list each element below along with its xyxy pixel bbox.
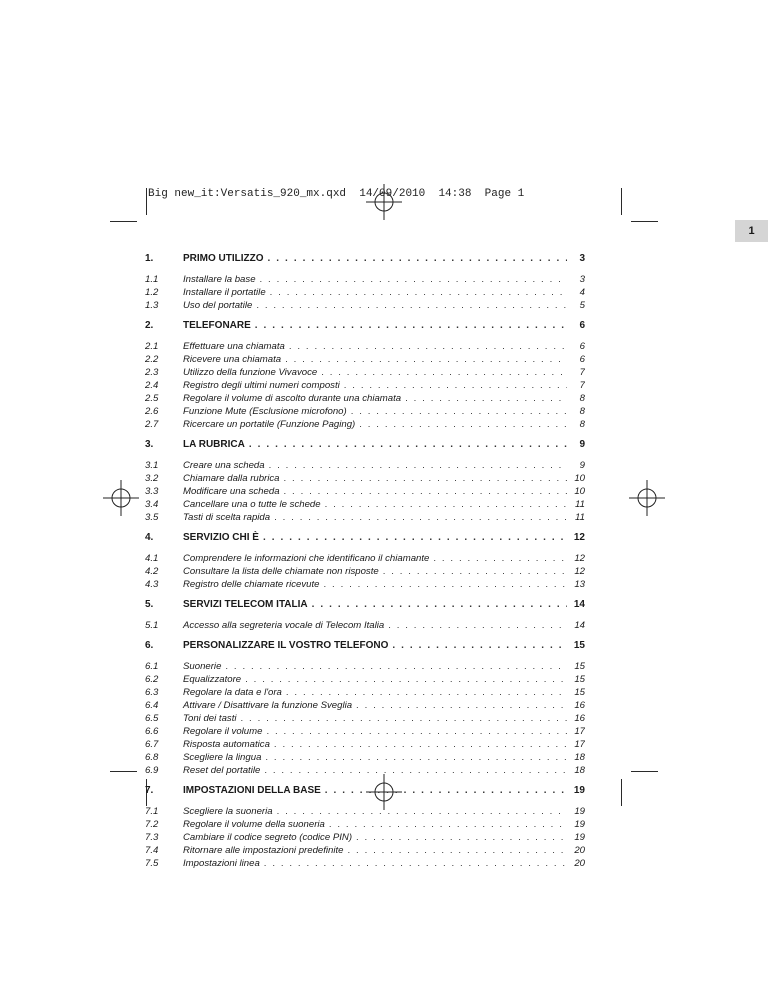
dot-leader: [289, 340, 567, 353]
item-page: 13: [574, 579, 585, 590]
toc-item[interactable]: [145, 286, 585, 299]
item-title: Consultare la lista delle chiamate non risposte: [183, 566, 379, 577]
dot-leader: [344, 379, 567, 392]
section-page: 19: [573, 785, 585, 796]
toc-item[interactable]: [145, 738, 585, 751]
toc-item[interactable]: [145, 273, 585, 286]
dot-leader: [241, 712, 567, 725]
section-title: PRIMO UTILIZZO: [183, 253, 264, 264]
dot-leader: [405, 392, 567, 405]
item-page: 20: [574, 858, 585, 869]
item-number: 6.9: [145, 765, 159, 776]
item-page: 12: [574, 566, 585, 577]
item-number: 1.3: [145, 300, 159, 311]
item-number: 2.5: [145, 393, 159, 404]
item-title: Chiamare dalla rubrica: [183, 473, 280, 484]
dot-leader: [265, 751, 567, 764]
dot-leader: [433, 552, 567, 565]
section-number: 1.: [145, 253, 154, 264]
dot-leader: [274, 511, 567, 524]
dot-leader: [356, 831, 567, 844]
section-page: 14: [573, 599, 585, 610]
dot-leader: [255, 319, 567, 333]
item-page: 10: [574, 486, 585, 497]
crop-mark-top-left-horizontal: [110, 221, 137, 222]
item-title: Regolare il volume della suoneria: [183, 819, 325, 830]
dot-leader: [285, 353, 567, 366]
item-page: 8: [579, 419, 585, 430]
dot-leader: [263, 531, 567, 545]
item-title: Tasti di scelta rapida: [183, 512, 271, 523]
crop-mark-top-right-horizontal: [631, 221, 658, 222]
item-number: 6.7: [145, 739, 159, 750]
item-number: 2.7: [145, 419, 159, 430]
item-number: 3.3: [145, 486, 159, 497]
item-title: Creare una scheda: [183, 460, 265, 471]
registration-mark-right: [627, 478, 667, 518]
item-title: Registro degli ultimi numeri composti: [183, 380, 340, 391]
item-number: 7.1: [145, 806, 159, 817]
dot-leader: [264, 764, 567, 777]
toc-section: [145, 319, 585, 431]
toc-item[interactable]: [145, 578, 585, 591]
toc-item[interactable]: [145, 340, 585, 353]
dot-leader: [321, 366, 567, 379]
item-title: Regolare il volume: [183, 726, 263, 737]
toc-item[interactable]: [145, 379, 585, 392]
item-page: 16: [574, 713, 585, 724]
item-title: Suonerie: [183, 661, 222, 672]
dot-leader: [260, 273, 567, 286]
dot-leader: [256, 299, 567, 312]
item-page: 17: [574, 726, 585, 737]
crop-mark-bottom-right-horizontal: [631, 771, 658, 772]
dot-leader: [348, 844, 567, 857]
section-number: 2.: [145, 320, 154, 331]
dot-leader: [269, 459, 567, 472]
item-page: 19: [574, 806, 585, 817]
item-title: Funzione Mute (Esclusione microfono): [183, 406, 347, 417]
item-title: Toni dei tasti: [183, 713, 237, 724]
toc-item[interactable]: [145, 712, 585, 725]
dot-leader: [274, 738, 567, 751]
toc-item[interactable]: [145, 392, 585, 405]
item-number: 3.4: [145, 499, 159, 510]
item-page: 14: [574, 620, 585, 631]
dot-leader: [270, 286, 567, 299]
item-page: 10: [574, 473, 585, 484]
item-page: 19: [574, 819, 585, 830]
toc-item[interactable]: [145, 857, 585, 870]
toc-section: [145, 784, 585, 870]
dot-leader: [245, 673, 567, 686]
item-title: Comprendere le informazioni che identificano il chiamante: [183, 553, 430, 564]
item-title: Installare il portatile: [183, 287, 266, 298]
toc-section: [145, 639, 585, 777]
item-title: Cambiare il codice segreto (codice PIN): [183, 832, 353, 843]
dot-leader: [356, 699, 567, 712]
item-title: Ricercare un portatile (Funzione Paging): [183, 419, 356, 430]
item-page: 18: [574, 765, 585, 776]
dot-leader: [359, 418, 567, 431]
item-title: Registro delle chiamate ricevute: [183, 579, 320, 590]
item-number: 6.4: [145, 700, 159, 711]
item-title: Uso del portatile: [183, 300, 253, 311]
page-number-tab: 1: [735, 220, 768, 242]
item-page: 8: [579, 393, 585, 404]
item-title: Impostazioni linea: [183, 858, 260, 869]
item-page: 11: [575, 499, 585, 510]
item-page: 20: [574, 845, 585, 856]
item-number: 2.1: [145, 341, 159, 352]
item-title: Attivare / Disattivare la funzione Sveglia: [183, 700, 353, 711]
registration-mark-left: [101, 478, 141, 518]
item-number: 3.5: [145, 512, 159, 523]
section-number: 3.: [145, 439, 154, 450]
item-number: 2.3: [145, 367, 159, 378]
toc-section-heading[interactable]: [145, 438, 585, 452]
item-number: 7.5: [145, 858, 159, 869]
item-number: 3.2: [145, 473, 159, 484]
toc-section-heading[interactable]: [145, 319, 585, 333]
dot-leader: [392, 639, 567, 653]
item-page: 17: [574, 739, 585, 750]
dot-leader: [249, 438, 567, 452]
item-page: 8: [579, 406, 585, 417]
toc-item[interactable]: [145, 511, 585, 524]
item-number: 3.1: [145, 460, 159, 471]
dot-leader: [383, 565, 567, 578]
toc-item[interactable]: [145, 699, 585, 712]
section-page: 12: [573, 532, 585, 543]
dot-leader: [388, 619, 567, 632]
section-page: 9: [579, 439, 585, 450]
crop-mark-bottom-right-vertical: [621, 779, 622, 806]
item-title: Installare la base: [183, 274, 256, 285]
item-title: Regolare il volume di ascolto durante una chiamata: [183, 393, 402, 404]
toc-item[interactable]: [145, 805, 585, 818]
item-title: Utilizzo della funzione Vivavoce: [183, 367, 318, 378]
section-title: SERVIZIO CHI È: [183, 532, 259, 543]
registration-mark-top: [364, 182, 404, 222]
dot-leader: [284, 472, 567, 485]
item-page: 5: [579, 300, 585, 311]
section-page: 3: [579, 253, 585, 264]
toc-section-heading[interactable]: [145, 784, 585, 798]
toc-item[interactable]: [145, 686, 585, 699]
toc-section-heading[interactable]: [145, 252, 585, 266]
item-page: 16: [574, 700, 585, 711]
dot-leader: [286, 686, 567, 699]
item-page: 11: [575, 512, 585, 523]
item-number: 6.3: [145, 687, 159, 698]
toc-item[interactable]: [145, 418, 585, 431]
section-number: 5.: [145, 599, 154, 610]
item-title: Risposta automatica: [183, 739, 270, 750]
toc-item[interactable]: [145, 660, 585, 673]
toc-item[interactable]: [145, 673, 585, 686]
toc-item[interactable]: [145, 366, 585, 379]
dot-leader: [277, 805, 567, 818]
dot-leader: [268, 252, 567, 266]
section-number: 4.: [145, 532, 154, 543]
toc-item[interactable]: [145, 498, 585, 511]
item-title: Effettuare una chiamata: [183, 341, 285, 352]
item-number: 1.2: [145, 287, 159, 298]
item-page: 19: [574, 832, 585, 843]
toc-section-heading[interactable]: [145, 598, 585, 612]
section-title: LA RUBRICA: [183, 439, 245, 450]
item-number: 2.6: [145, 406, 159, 417]
item-number: 4.3: [145, 579, 159, 590]
dot-leader: [284, 485, 567, 498]
item-title: Ritornare alle impostazioni predefinite: [183, 845, 344, 856]
item-title: Cancellare una o tutte le schede: [183, 499, 321, 510]
section-number: 6.: [145, 640, 154, 651]
item-number: 6.5: [145, 713, 159, 724]
item-title: Accesso alla segreteria vocale di Telecom Italia: [183, 620, 385, 631]
item-number: 6.2: [145, 674, 159, 685]
item-page: 6: [579, 354, 585, 365]
dot-leader: [325, 784, 567, 798]
section-title: TELEFONARE: [183, 320, 251, 331]
item-number: 6.1: [145, 661, 159, 672]
toc-section: [145, 252, 585, 312]
toc-item[interactable]: [145, 751, 585, 764]
item-page: 7: [579, 380, 585, 391]
toc-section-heading[interactable]: [145, 531, 585, 545]
toc-item[interactable]: [145, 844, 585, 857]
toc-section: [145, 438, 585, 524]
dot-leader: [312, 598, 567, 612]
toc-item[interactable]: [145, 565, 585, 578]
toc-item[interactable]: [145, 818, 585, 831]
crop-mark-top-left-vertical: [146, 188, 147, 215]
item-title: Regolare la data e l'ora: [183, 687, 282, 698]
toc-item[interactable]: [145, 764, 585, 777]
dot-leader: [324, 578, 567, 591]
item-page: 7: [579, 367, 585, 378]
section-page: 15: [573, 640, 585, 651]
dot-leader: [225, 660, 567, 673]
toc-item[interactable]: [145, 405, 585, 418]
section-title: PERSONALIZZARE IL VOSTRO TELEFONO: [183, 640, 389, 651]
item-page: 15: [574, 674, 585, 685]
item-title: Reset del portatile: [183, 765, 261, 776]
item-number: 5.1: [145, 620, 159, 631]
toc-item[interactable]: [145, 459, 585, 472]
dot-leader: [329, 818, 567, 831]
item-number: 6.8: [145, 752, 159, 763]
toc-item[interactable]: [145, 353, 585, 366]
item-title: Scegliere la suoneria: [183, 806, 273, 817]
item-number: 2.2: [145, 354, 159, 365]
item-number: 7.4: [145, 845, 159, 856]
item-page: 4: [579, 287, 585, 298]
toc-item[interactable]: [145, 299, 585, 312]
item-number: 7.3: [145, 832, 159, 843]
item-title: Modificare una scheda: [183, 486, 280, 497]
toc-section: [145, 531, 585, 591]
toc-item[interactable]: [145, 485, 585, 498]
item-page: 9: [579, 460, 585, 471]
item-number: 4.2: [145, 566, 159, 577]
toc-item[interactable]: [145, 831, 585, 844]
item-number: 6.6: [145, 726, 159, 737]
table-of-contents: [145, 252, 585, 870]
item-page: 15: [574, 661, 585, 672]
item-page: 12: [574, 553, 585, 564]
item-page: 3: [579, 274, 585, 285]
toc-section-heading[interactable]: [145, 639, 585, 653]
section-title: IMPOSTAZIONI DELLA BASE: [183, 785, 321, 796]
dot-leader: [351, 405, 567, 418]
crop-mark-top-right-vertical: [621, 188, 622, 215]
item-title: Scegliere la lingua: [183, 752, 262, 763]
item-number: 4.1: [145, 553, 159, 564]
section-number: 7.: [145, 785, 154, 796]
toc-section: [145, 598, 585, 632]
print-slug-line: Big new_it:Versatis_920_mx.qxd 14/09/2010 14:38 Page 1: [148, 188, 525, 200]
item-page: 6: [579, 341, 585, 352]
toc-item[interactable]: [145, 552, 585, 565]
item-title: Ricevere una chiamata: [183, 354, 282, 365]
dot-leader: [264, 857, 567, 870]
dot-leader: [266, 725, 567, 738]
toc-item[interactable]: [145, 619, 585, 632]
dot-leader: [325, 498, 567, 511]
item-number: 7.2: [145, 819, 159, 830]
item-title: Equalizzatore: [183, 674, 242, 685]
item-page: 15: [574, 687, 585, 698]
section-title: SERVIZI TELECOM ITALIA: [183, 599, 308, 610]
item-number: 1.1: [145, 274, 159, 285]
crop-mark-bottom-left-horizontal: [110, 771, 137, 772]
item-page: 18: [574, 752, 585, 763]
section-page: 6: [579, 320, 585, 331]
toc-item[interactable]: [145, 725, 585, 738]
toc-item[interactable]: [145, 472, 585, 485]
item-number: 2.4: [145, 380, 159, 391]
